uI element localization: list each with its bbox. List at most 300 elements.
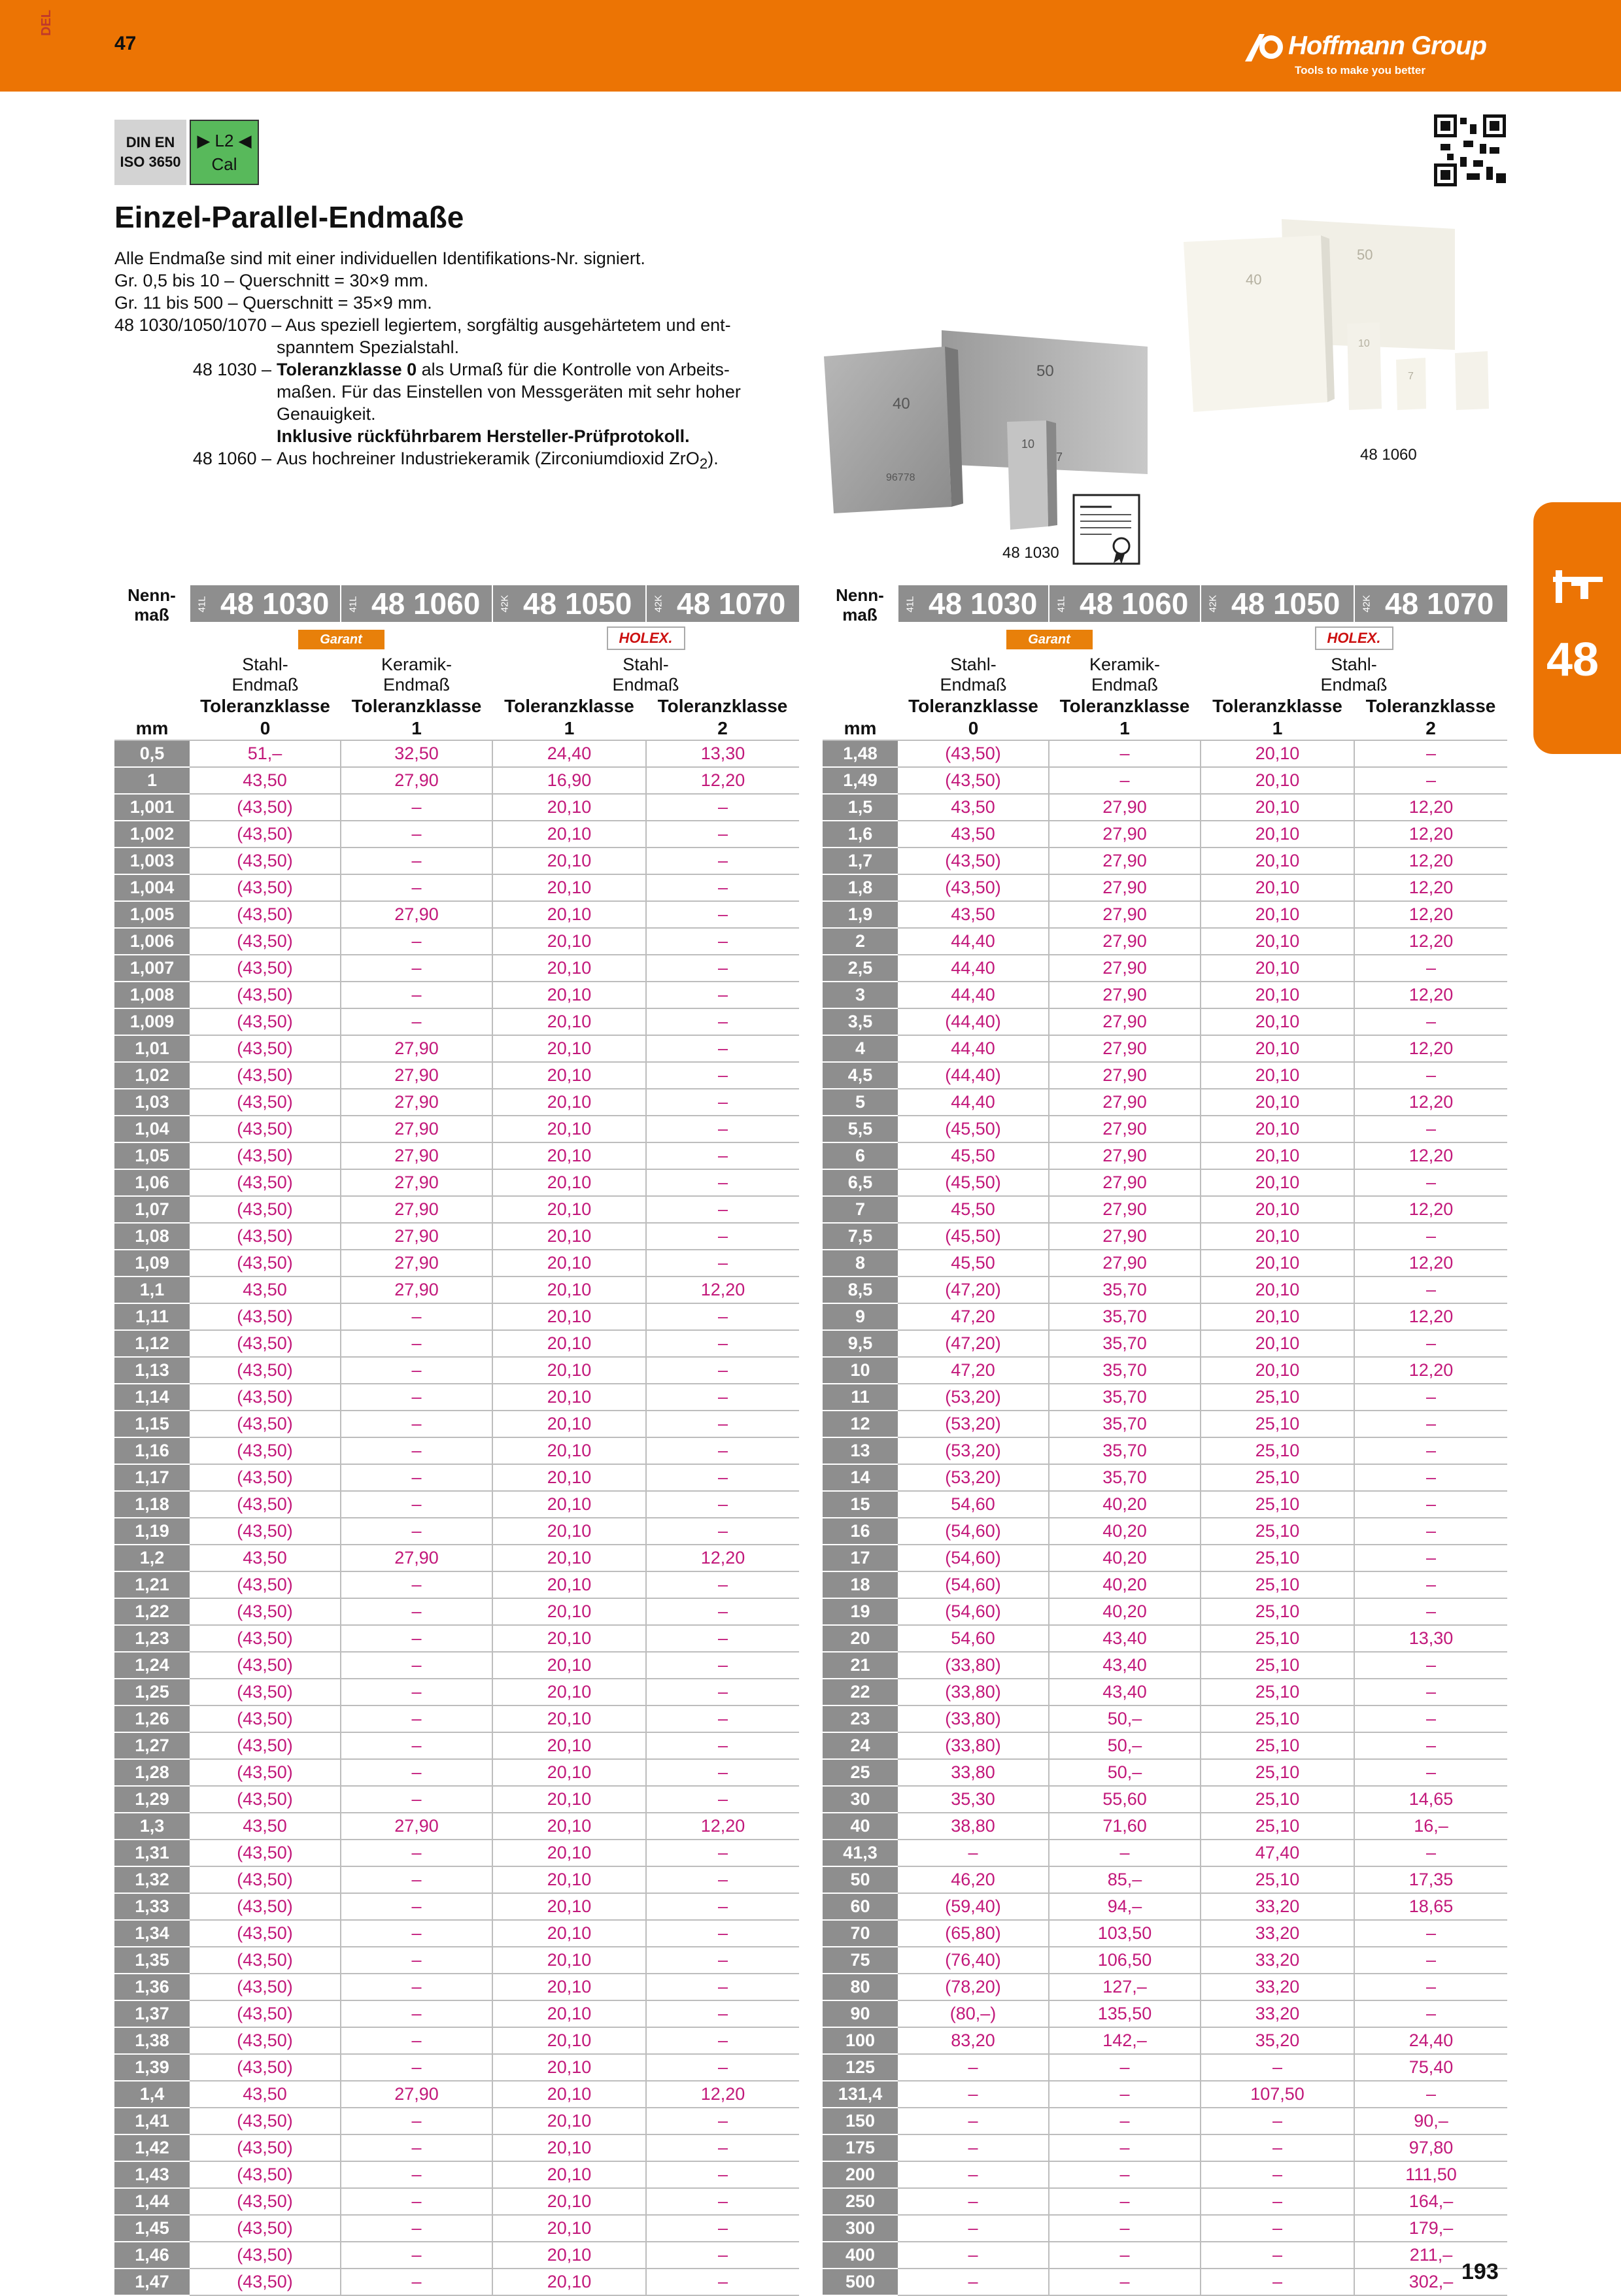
product-code: 48 1060 — [371, 587, 481, 621]
price-cell: (43,50) — [190, 1169, 341, 1196]
nominal-size-cell: 1,007 — [114, 955, 190, 982]
nominal-size-cell: 1,29 — [114, 1786, 190, 1813]
price-cell: – — [341, 982, 492, 1008]
price-cell: – — [1354, 1116, 1507, 1142]
table-row — [114, 1491, 799, 1518]
nominal-size-cell: 1,16 — [114, 1437, 190, 1464]
material-label: Keramik- — [381, 655, 452, 674]
nominal-size-cell: 1,12 — [114, 1330, 190, 1357]
price-cell: (43,50) — [190, 1840, 341, 1866]
price-cell: – — [341, 874, 492, 901]
table-row — [823, 1759, 1507, 1786]
price-cell: 20,10 — [492, 1330, 646, 1357]
nominal-size-cell: 50 — [823, 1866, 898, 1893]
price-cell: – — [341, 1679, 492, 1705]
price-cell: (33,80) — [898, 1732, 1049, 1759]
price-cell: (43,50) — [898, 740, 1049, 767]
price-cell: (44,40) — [898, 1062, 1049, 1089]
price-cell: 50,– — [1049, 1732, 1201, 1759]
table-row — [823, 1705, 1507, 1732]
price-cell: 12,20 — [1354, 848, 1507, 874]
nominal-size-cell: 1,25 — [114, 1679, 190, 1705]
price-cell: – — [646, 901, 799, 928]
price-cell: (43,50) — [190, 1625, 341, 1652]
table-row — [114, 1840, 799, 1866]
nominal-size-cell: 1,45 — [114, 2215, 190, 2242]
material-label: Keramik- — [1089, 655, 1160, 674]
nominal-size-cell: 23 — [823, 1705, 898, 1732]
qr-code-icon[interactable] — [1434, 114, 1506, 186]
price-cell: 27,90 — [1049, 1169, 1201, 1196]
material-label: Endmaß — [940, 675, 1007, 694]
price-cell: (43,50) — [190, 2242, 341, 2269]
price-cell: – — [898, 2081, 1049, 2108]
price-cell: 27,90 — [341, 1169, 492, 1196]
price-cell: 20,10 — [492, 1732, 646, 1759]
nominal-size-cell: 125 — [823, 2054, 898, 2081]
price-cell: 40,20 — [1049, 1571, 1201, 1598]
price-cell: 13,30 — [646, 740, 799, 767]
table-row — [114, 1062, 799, 1089]
price-cell: 43,50 — [190, 1813, 341, 1840]
price-cell: (43,50) — [190, 1250, 341, 1277]
price-cell: 20,10 — [1201, 1142, 1354, 1169]
garant-brand-cell — [898, 622, 1201, 655]
price-cell: 27,90 — [341, 1223, 492, 1250]
price-cell: 27,90 — [1049, 1035, 1201, 1062]
price-cell: 47,40 — [1201, 1840, 1354, 1866]
table-row — [823, 955, 1507, 982]
table-row — [114, 1411, 799, 1437]
nominal-size-cell: 1,005 — [114, 901, 190, 928]
nominal-size-cell: 150 — [823, 2108, 898, 2134]
price-cell: – — [646, 2269, 799, 2295]
nominal-size-cell: 1,34 — [114, 1920, 190, 1947]
price-cell: (33,80) — [898, 1679, 1049, 1705]
price-cell: 75,40 — [1354, 2054, 1507, 2081]
table-row — [114, 2134, 799, 2161]
price-cell: 20,10 — [492, 982, 646, 1008]
price-cell: 20,10 — [1201, 1196, 1354, 1223]
price-cell: (43,50) — [190, 2054, 341, 2081]
price-cell: – — [1049, 1840, 1201, 1866]
table-row — [114, 821, 799, 848]
price-cell: (43,50) — [190, 982, 341, 1008]
price-cell: – — [646, 2161, 799, 2188]
price-cell: – — [341, 1518, 492, 1545]
price-cell: 40,20 — [1049, 1545, 1201, 1571]
nominal-size-cell: 0,5 — [114, 740, 190, 767]
price-cell: – — [341, 1652, 492, 1679]
price-cell: (54,60) — [898, 1545, 1049, 1571]
price-cell: 35,20 — [1201, 2027, 1354, 2054]
price-cell: 20,10 — [492, 1196, 646, 1223]
price-cell: (43,50) — [190, 2188, 341, 2215]
table-row — [823, 1116, 1507, 1142]
price-cell: – — [341, 2108, 492, 2134]
nominal-size-cell: 1,9 — [823, 901, 898, 928]
table-row — [823, 1518, 1507, 1545]
unit-label: mm — [114, 717, 190, 740]
nominal-size-cell: 1 — [114, 767, 190, 794]
price-cell: 27,90 — [1049, 1223, 1201, 1250]
table-row — [823, 1786, 1507, 1813]
desc-item-1060 — [114, 447, 801, 475]
price-cell: – — [898, 2188, 1049, 2215]
price-cell: 43,40 — [1049, 1625, 1201, 1652]
price-cell: – — [646, 2108, 799, 2134]
table-row — [114, 740, 799, 767]
price-cell: 44,40 — [898, 1089, 1049, 1116]
price-cell: – — [646, 1411, 799, 1437]
price-cell: – — [341, 1464, 492, 1491]
hoffmann-logo[interactable] — [1242, 26, 1517, 78]
nominal-size-cell: 7 — [823, 1196, 898, 1223]
table-header-material — [823, 655, 1507, 695]
product-code: 48 1030 — [929, 587, 1038, 621]
price-cell: 33,20 — [1201, 1893, 1354, 1920]
table-row — [114, 1625, 799, 1652]
tolerance-value: 1 — [341, 717, 492, 740]
tolerance-label: Toleranzklasse — [1365, 696, 1496, 716]
price-cell: – — [646, 1491, 799, 1518]
nominal-size-cell: 10 — [823, 1357, 898, 1384]
price-cell: – — [646, 874, 799, 901]
mass-label: maß — [842, 605, 878, 625]
price-cell: (53,20) — [898, 1437, 1049, 1464]
price-cell: – — [341, 1947, 492, 1974]
price-cell: – — [1201, 2054, 1354, 2081]
chapter-tab[interactable] — [1533, 502, 1621, 754]
nominal-size-cell: 6,5 — [823, 1169, 898, 1196]
unit-label: mm — [823, 717, 898, 740]
tolerance-label: Toleranzklasse — [657, 696, 788, 716]
nominal-size-cell: 1,19 — [114, 1518, 190, 1545]
nominal-size-cell: 1,22 — [114, 1598, 190, 1625]
price-cell: – — [646, 1330, 799, 1357]
price-cell: 20,10 — [492, 1384, 646, 1411]
price-cell: – — [646, 1116, 799, 1142]
table-row — [823, 901, 1507, 928]
price-cell: – — [341, 1330, 492, 1357]
price-cell: (43,50) — [190, 2215, 341, 2242]
nominal-size-cell: 175 — [823, 2134, 898, 2161]
nominal-size-cell: 9 — [823, 1303, 898, 1330]
price-cell: 20,10 — [492, 794, 646, 821]
price-cell: 35,70 — [1049, 1437, 1201, 1464]
product-code: 48 1070 — [677, 587, 786, 621]
price-cell: 20,10 — [492, 874, 646, 901]
price-cell: 27,90 — [1049, 928, 1201, 955]
price-cell: (43,50) — [190, 1411, 341, 1437]
price-cell: 20,10 — [492, 1893, 646, 1920]
steel-label: 7 — [1056, 451, 1063, 464]
tolerance-value: 0 — [898, 717, 1049, 740]
logo-tagline: Tools to make you better — [1295, 64, 1425, 77]
class-label: 42K — [1207, 595, 1219, 613]
price-cell: (43,50) — [190, 1384, 341, 1411]
desc-line: Gr. 11 bis 500 – Querschnitt = 35×9 mm. — [114, 293, 432, 313]
price-cell: 83,20 — [898, 2027, 1049, 2054]
price-cell: 27,90 — [1049, 821, 1201, 848]
price-cell: 20,10 — [492, 1840, 646, 1866]
price-cell: 20,10 — [492, 1974, 646, 2000]
nominal-size-cell: 1,11 — [114, 1303, 190, 1330]
price-cell: – — [1354, 1223, 1507, 1250]
table-row — [114, 1357, 799, 1384]
table-row — [823, 2134, 1507, 2161]
price-cell: 27,90 — [341, 767, 492, 794]
table-row — [114, 848, 799, 874]
nominal-size-cell: 30 — [823, 1786, 898, 1813]
price-cell: 127,– — [1049, 1974, 1201, 2000]
price-cell: 20,10 — [492, 1571, 646, 1598]
garant-logo: Garant — [1006, 630, 1093, 649]
price-cell: 25,10 — [1201, 1437, 1354, 1464]
price-cell: (43,50) — [190, 1893, 341, 1920]
nominal-size-cell: 13 — [823, 1437, 898, 1464]
price-cell: 25,10 — [1201, 1866, 1354, 1893]
price-cell: (43,50) — [190, 1679, 341, 1705]
table-row — [114, 1384, 799, 1411]
class-label: 41L — [196, 596, 208, 613]
table-row — [114, 1571, 799, 1598]
price-cell: 55,60 — [1049, 1786, 1201, 1813]
nominal-size-cell: 1,27 — [114, 1732, 190, 1759]
price-cell: 20,10 — [492, 1169, 646, 1196]
price-cell: (33,80) — [898, 1705, 1049, 1732]
price-cell: 20,10 — [492, 2215, 646, 2242]
nominal-size-cell: 1,002 — [114, 821, 190, 848]
price-cell: – — [1354, 1545, 1507, 1571]
price-cell: – — [341, 1732, 492, 1759]
table-row — [114, 2108, 799, 2134]
table-row — [114, 1679, 799, 1705]
nominal-size-cell: 22 — [823, 1679, 898, 1705]
table-row — [114, 1277, 799, 1303]
table-row — [823, 928, 1507, 955]
price-cell: 35,70 — [1049, 1330, 1201, 1357]
price-cell: – — [341, 2215, 492, 2242]
price-cell: – — [1354, 1652, 1507, 1679]
price-cell: (45,50) — [898, 1223, 1049, 1250]
price-cell: – — [646, 1893, 799, 1920]
price-cell: 20,10 — [492, 1679, 646, 1705]
nominal-size-cell: 1,31 — [114, 1840, 190, 1866]
price-cell: 94,– — [1049, 1893, 1201, 1920]
price-cell: 25,10 — [1201, 1759, 1354, 1786]
nominal-size-cell: 16 — [823, 1518, 898, 1545]
table-body-left — [114, 740, 799, 2295]
price-cell: 35,70 — [1049, 1277, 1201, 1303]
garant-brand-cell — [190, 622, 492, 655]
desc-item-1030 — [114, 358, 801, 381]
table-row — [823, 2188, 1507, 2215]
table-header-tolerance-values — [823, 717, 1507, 740]
price-cell: 27,90 — [1049, 1142, 1201, 1169]
table-row — [823, 1625, 1507, 1652]
table-row — [114, 2081, 799, 2108]
price-cell: – — [646, 1679, 799, 1705]
table-row — [823, 1813, 1507, 1840]
price-cell: – — [1354, 1169, 1507, 1196]
table-row — [823, 1089, 1507, 1116]
nominal-size-cell: 15 — [823, 1491, 898, 1518]
class-label: 41L — [347, 596, 359, 613]
table-row — [823, 2054, 1507, 2081]
price-cell: 54,60 — [898, 1625, 1049, 1652]
nominal-size-cell: 1,4 — [114, 2081, 190, 2108]
table-row — [823, 1223, 1507, 1250]
nominal-size-cell: 400 — [823, 2242, 898, 2269]
price-cell: – — [898, 2242, 1049, 2269]
table-row — [823, 874, 1507, 901]
price-cell: 20,10 — [1201, 1330, 1354, 1357]
price-cell: 20,10 — [1201, 982, 1354, 1008]
price-cell: – — [1049, 740, 1201, 767]
price-cell: 25,10 — [1201, 1652, 1354, 1679]
nominal-size-cell: 1,2 — [114, 1545, 190, 1571]
nominal-size-cell: 1,48 — [823, 740, 898, 767]
price-cell: 20,10 — [492, 1625, 646, 1652]
price-cell: 20,10 — [1201, 1250, 1354, 1277]
price-cell: (45,50) — [898, 1169, 1049, 1196]
table-row — [114, 2188, 799, 2215]
price-cell: (44,40) — [898, 1008, 1049, 1035]
price-cell: 20,10 — [492, 1464, 646, 1491]
price-cell: 33,20 — [1201, 1947, 1354, 1974]
price-cell: 12,20 — [1354, 1196, 1507, 1223]
price-cell: – — [646, 2000, 799, 2027]
desc-item-1030-line4 — [114, 425, 801, 447]
price-cell: – — [1354, 1759, 1507, 1786]
price-cell: (43,50) — [190, 1196, 341, 1223]
table-row — [114, 874, 799, 901]
price-cell: 20,10 — [492, 2054, 646, 2081]
table-row — [823, 848, 1507, 874]
nominal-size-cell: 1,6 — [823, 821, 898, 848]
certificate-icon — [1072, 494, 1141, 566]
price-cell: 20,10 — [1201, 901, 1354, 928]
price-cell: – — [646, 848, 799, 874]
price-cell: 12,20 — [1354, 1089, 1507, 1116]
price-cell: 20,10 — [1201, 1008, 1354, 1035]
price-cell: (43,50) — [190, 1357, 341, 1384]
price-cell: 103,50 — [1049, 1920, 1201, 1947]
price-cell: – — [898, 2215, 1049, 2242]
price-cell: – — [1354, 1491, 1507, 1518]
nominal-size-cell: 200 — [823, 2161, 898, 2188]
price-cell: – — [1201, 2215, 1354, 2242]
price-cell: 27,90 — [1049, 955, 1201, 982]
table-header-brands — [114, 622, 799, 655]
mass-label: maß — [134, 605, 169, 625]
material-label: Endmaß — [612, 675, 679, 694]
price-cell: 27,90 — [1049, 1008, 1201, 1035]
calibration-badge — [190, 120, 259, 185]
price-cell: – — [646, 1464, 799, 1491]
price-cell: 20,10 — [492, 1223, 646, 1250]
price-cell: 40,20 — [1049, 1491, 1201, 1518]
price-cell: – — [646, 1652, 799, 1679]
price-cell: 40,20 — [1049, 1598, 1201, 1625]
price-cell: 38,80 — [898, 1813, 1049, 1840]
table-row — [114, 1893, 799, 1920]
price-cell: 20,10 — [1201, 1089, 1354, 1116]
price-cell: 44,40 — [898, 1035, 1049, 1062]
price-cell: 20,10 — [492, 1518, 646, 1545]
nominal-size-cell: 1,46 — [114, 2242, 190, 2269]
nominal-size-cell: 1,18 — [114, 1491, 190, 1518]
nominal-size-cell: 1,009 — [114, 1008, 190, 1035]
ceramic-label: 50 — [1357, 247, 1373, 263]
price-cell: – — [341, 928, 492, 955]
nominal-size-cell: 131,4 — [823, 2081, 898, 2108]
table-row — [114, 1303, 799, 1330]
material-label: Endmaß — [383, 675, 451, 694]
price-cell: 20,10 — [492, 1705, 646, 1732]
price-cell: 35,70 — [1049, 1411, 1201, 1437]
price-cell: (47,20) — [898, 1277, 1049, 1303]
price-cell: – — [646, 1196, 799, 1223]
price-cell: 16,– — [1354, 1813, 1507, 1840]
price-cell: 33,20 — [1201, 1920, 1354, 1947]
price-cell: 27,90 — [341, 1116, 492, 1142]
price-cell: 20,10 — [492, 2000, 646, 2027]
price-cell: – — [898, 2134, 1049, 2161]
nominal-size-cell: 21 — [823, 1652, 898, 1679]
price-cell: (43,50) — [190, 1518, 341, 1545]
nominal-size-cell: 1,05 — [114, 1142, 190, 1169]
price-cell: – — [1354, 1705, 1507, 1732]
price-cell: 12,20 — [1354, 1357, 1507, 1384]
price-cell: (43,50) — [190, 928, 341, 955]
price-cell: 20,10 — [492, 1786, 646, 1813]
nominal-size-cell: 1,37 — [114, 2000, 190, 2027]
steel-label: 40 — [893, 395, 910, 413]
nominal-size-cell: 80 — [823, 1974, 898, 2000]
price-cell: 111,50 — [1354, 2161, 1507, 2188]
price-cell: – — [1049, 2215, 1201, 2242]
price-cell: – — [341, 848, 492, 874]
nominal-size-cell: 1,008 — [114, 982, 190, 1008]
table-row — [114, 2161, 799, 2188]
table-row — [823, 2269, 1507, 2295]
price-cell: – — [646, 1169, 799, 1196]
table-row — [114, 1008, 799, 1035]
price-cell: 27,90 — [341, 901, 492, 928]
nominal-size-cell: 24 — [823, 1732, 898, 1759]
price-cell: 43,50 — [190, 1277, 341, 1303]
table-row — [823, 1840, 1507, 1866]
table-row — [114, 1598, 799, 1625]
price-cell: – — [341, 2161, 492, 2188]
price-cell: 20,10 — [1201, 1303, 1354, 1330]
price-cell: 43,50 — [190, 1545, 341, 1571]
table-row — [823, 1947, 1507, 1974]
price-cell: (43,50) — [190, 955, 341, 982]
steel-label: 50 — [1036, 362, 1054, 380]
nominal-size-cell: 1,26 — [114, 1705, 190, 1732]
table-row — [823, 1250, 1507, 1277]
din-badge-line2: ISO 3650 — [120, 154, 181, 170]
nominal-size-cell: 18 — [823, 1571, 898, 1598]
price-cell: – — [646, 2134, 799, 2161]
nominal-size-cell: 19 — [823, 1598, 898, 1625]
price-cell: 20,10 — [492, 2108, 646, 2134]
price-cell: (53,20) — [898, 1384, 1049, 1411]
nominal-size-cell: 9,5 — [823, 1330, 898, 1357]
